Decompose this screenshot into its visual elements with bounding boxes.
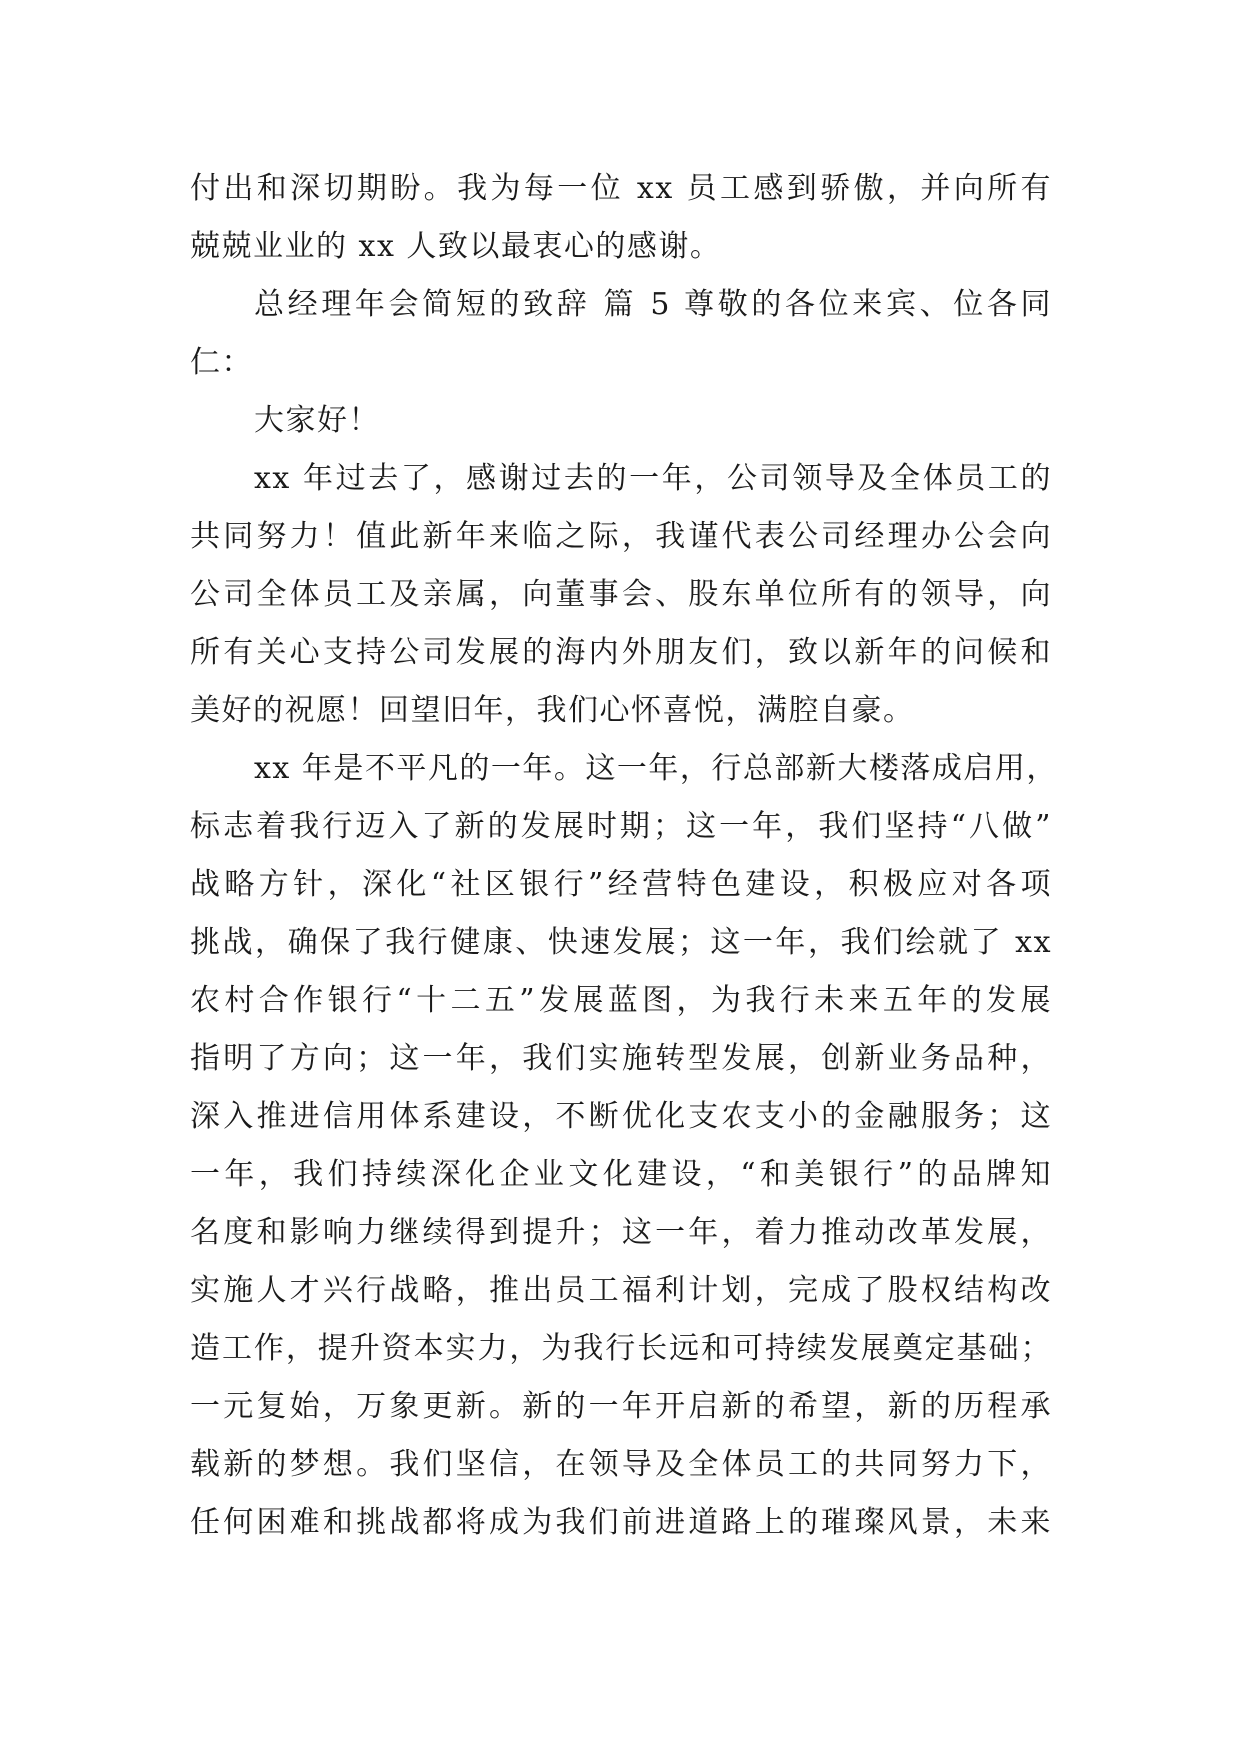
text-line: 兢兢业业的 xx 人致以最衷心的感谢。 xyxy=(190,229,722,264)
text-line: 一年，我们持续深化企业文化建设，“和美银行”的品牌知 xyxy=(190,1157,1052,1192)
text-line: 任何困难和挑战都将成为我们前进道路上的璀璨风景，未来 xyxy=(190,1505,1052,1540)
text-line: 名度和影响力继续得到提升；这一年，着力推动改革发展， xyxy=(190,1215,1052,1250)
text-line: xx 年是不平凡的一年。这一年，行总部新大楼落成启用， xyxy=(254,751,1058,786)
text-line: xx 年过去了，感谢过去的一年，公司领导及全体员工的 xyxy=(254,461,1052,496)
text-line: 战略方针，深化“社区银行”经营特色建设，积极应对各项 xyxy=(190,867,1052,902)
text-line: 深入推进信用体系建设，不断优化支农支小的金融服务；这 xyxy=(190,1099,1052,1134)
text-line: 实施人才兴行战略，推出员工福利计划，完成了股权结构改 xyxy=(190,1273,1052,1308)
text-line: 造工作，提升资本实力，为我行长远和可持续发展奠定基础； xyxy=(190,1331,1052,1366)
text-line: 标志着我行迈入了新的发展时期；这一年，我们坚持“八做” xyxy=(190,809,1052,844)
greeting-line: 大家好！ xyxy=(254,403,380,438)
text-line: 载新的梦想。我们坚信，在领导及全体员工的共同努力下， xyxy=(190,1447,1052,1482)
text-line: 所有关心支持公司发展的海内外朋友们，致以新年的问候和 xyxy=(190,635,1052,670)
text-line: 公司全体员工及亲属，向董事会、股东单位所有的领导，向 xyxy=(190,577,1052,612)
text-line: 挑战，确保了我行健康、快速发展；这一年，我们绘就了 xx xyxy=(190,925,1052,960)
text-line: 一元复始，万象更新。新的一年开启新的希望，新的历程承 xyxy=(190,1389,1052,1424)
text-line: 美好的祝愿！回望旧年，我们心怀喜悦，满腔自豪。 xyxy=(190,693,915,728)
text-line: 指明了方向；这一年，我们实施转型发展，创新业务品种， xyxy=(190,1041,1052,1076)
document-body xyxy=(190,160,1058,1552)
text-line: 仁： xyxy=(190,345,253,380)
section-heading-line: 总经理年会简短的致辞 篇 5 尊敬的各位来宾、位各同 xyxy=(254,287,1052,322)
text-line: 付出和深切期盼。我为每一位 xx 员工感到骄傲，并向所有 xyxy=(190,171,1052,206)
text-line: 农村合作银行“十二五”发展蓝图，为我行未来五年的发展 xyxy=(190,983,1052,1018)
text-line: 共同努力！值此新年来临之际，我谨代表公司经理办公会向 xyxy=(190,519,1052,554)
